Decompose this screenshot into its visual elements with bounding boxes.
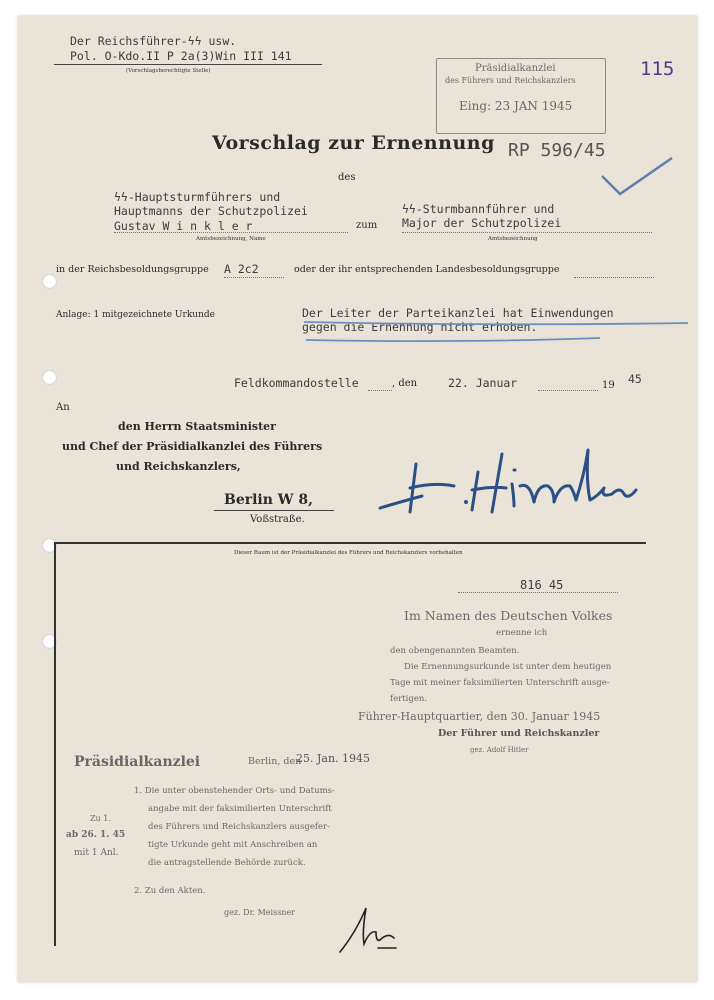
- chancellery-item2: 2. Zu den Akten.: [134, 886, 206, 896]
- remark-underline: [302, 316, 692, 346]
- zum-label: zum: [356, 220, 378, 231]
- himmler-signature: [374, 442, 654, 522]
- candidate-caption-left: Amtsbezeichnung, Name: [196, 236, 266, 242]
- chancellery-place: Berlin, den: [248, 756, 302, 767]
- decree-line5: Tage mit meiner faksimilierten Unterschrift ausge-: [390, 678, 610, 688]
- remark-line1: Der Leiter der Parteikanzlei hat Einwendungen: [302, 306, 614, 320]
- chancellery-item1-1: 1. Die unter obenstehender Orts- und Datums-: [134, 786, 335, 796]
- stamp-line3: Eing: 23 JAN 1945: [459, 99, 573, 113]
- date-text: 22. Januar: [448, 376, 518, 390]
- pay-group-dotted: [224, 277, 284, 278]
- decree-number: 816 45: [520, 578, 564, 592]
- check-mark-icon: [598, 154, 676, 202]
- an-label: An: [56, 402, 70, 413]
- remark-line2: gegen die Ernennung nicht erhoben.: [302, 320, 538, 334]
- place-dotted: [368, 390, 392, 391]
- place-text: Feldkommandostelle: [234, 376, 359, 390]
- decree-signer: gez. Adolf Hitler: [470, 746, 529, 754]
- addressee-street: Voßstraße.: [250, 514, 305, 525]
- year-prefix: 19: [602, 380, 615, 391]
- margin-note3: mit 1 Anl.: [74, 848, 119, 858]
- decree-line3: den obengenannten Beamten.: [390, 646, 520, 656]
- punch-hole: [42, 370, 57, 385]
- punch-hole: [42, 274, 57, 289]
- den-label: , den: [392, 378, 418, 389]
- addressee-line2: und Chef der Präsidialkanzlei des Führers: [62, 440, 323, 453]
- decree-signer-title: Der Führer und Reichskanzler: [438, 728, 600, 739]
- new-rank-line1: ϟϟ-Sturmbannführer und: [402, 202, 555, 216]
- city-underline: [214, 510, 334, 511]
- candidate-rank-line2: Hauptmanns der Schutzpolizei: [114, 204, 308, 218]
- header-line1: Der Reichsführer-ϟϟ usw.: [70, 34, 237, 48]
- reserved-top-rule: [54, 542, 646, 544]
- chancellery-item1-3: des Führers und Reichskanzlers ausgefer-: [148, 822, 330, 832]
- stamp-line1: Präsidialkanzlei: [475, 63, 556, 74]
- decree-number-dotted: [458, 592, 618, 593]
- margin-note1: Zu 1.: [90, 814, 111, 823]
- attachment-note: Anlage: 1 mitgezeichnete Urkunde: [56, 310, 215, 320]
- candidate-name: Gustav W i n k l e r: [114, 219, 253, 233]
- new-rank-line2: Major der Schutzpolizei: [402, 216, 562, 230]
- reserved-note: Dieser Raum ist der Präsidialkanzlei des Führers und Reichskanzlers vorbehalten: [234, 550, 463, 556]
- decree-line2: ernenne ich: [496, 628, 548, 638]
- decree-place: Führer-Hauptquartier, den 30. Januar 1945: [358, 710, 601, 723]
- header-caption: (Vorschlagsberechtigte Stelle): [126, 68, 211, 74]
- pay-group-suffix: oder der ihr entsprechenden Landesbesoldungsgruppe: [294, 264, 560, 275]
- candidate-rank-line1: ϟϟ-Hauptsturmführers und: [114, 190, 281, 204]
- chancellery-heading: Präsidialkanzlei: [74, 754, 201, 770]
- decree-line4: Die Ernennungsurkunde ist unter dem heutigen: [404, 662, 612, 672]
- header-underline: [54, 64, 322, 65]
- initials-signature: [336, 902, 400, 958]
- new-rank-dotted-line: [402, 232, 652, 233]
- document-sheet: [18, 16, 697, 982]
- candidate-dotted-line: [114, 232, 348, 233]
- margin-note2: ab 26. 1. 45: [66, 830, 126, 840]
- addressee-city: Berlin W 8,: [224, 492, 314, 508]
- chancellery-signed: gez. Dr. Meissner: [224, 908, 296, 917]
- des-label: des: [338, 172, 356, 183]
- candidate-caption-right: Amtsbezeichnung: [488, 236, 538, 242]
- pay-group-prefix: in der Reichsbesoldungsgruppe: [56, 264, 209, 275]
- year-text: 45: [628, 372, 642, 386]
- reference-number: RP 596/45: [508, 140, 606, 161]
- receipt-stamp: [436, 58, 606, 134]
- pay-group-dotted-end: [574, 277, 654, 278]
- addressee-line3: und Reichskanzlers,: [116, 460, 241, 473]
- pay-group-value: A 2c2: [224, 262, 259, 276]
- chancellery-item1-5: die antragstellende Behörde zurück.: [148, 858, 306, 868]
- addressee-line1: den Herrn Staatsminister: [118, 420, 276, 433]
- chancellery-date: 25. Jan. 1945: [296, 752, 371, 765]
- header-line2: Pol. O-Kdo.II P 2a(3)Win III 141: [70, 49, 292, 63]
- document-title: Vorschlag zur Ernennung: [212, 132, 495, 154]
- decree-line1: Im Namen des Deutschen Volkes: [404, 608, 613, 623]
- stamp-line2: des Führers und Reichskanzlers: [445, 76, 576, 85]
- date-dotted: [538, 390, 598, 391]
- chancellery-item1-4: tigte Urkunde geht mit Anschreiben an: [148, 840, 318, 850]
- page-number: 115: [640, 58, 675, 80]
- chancellery-item1-2: angabe mit der faksimilierten Unterschrift: [148, 804, 332, 814]
- decree-line6: fertigen.: [390, 694, 428, 704]
- reserved-left-rule: [54, 542, 56, 946]
